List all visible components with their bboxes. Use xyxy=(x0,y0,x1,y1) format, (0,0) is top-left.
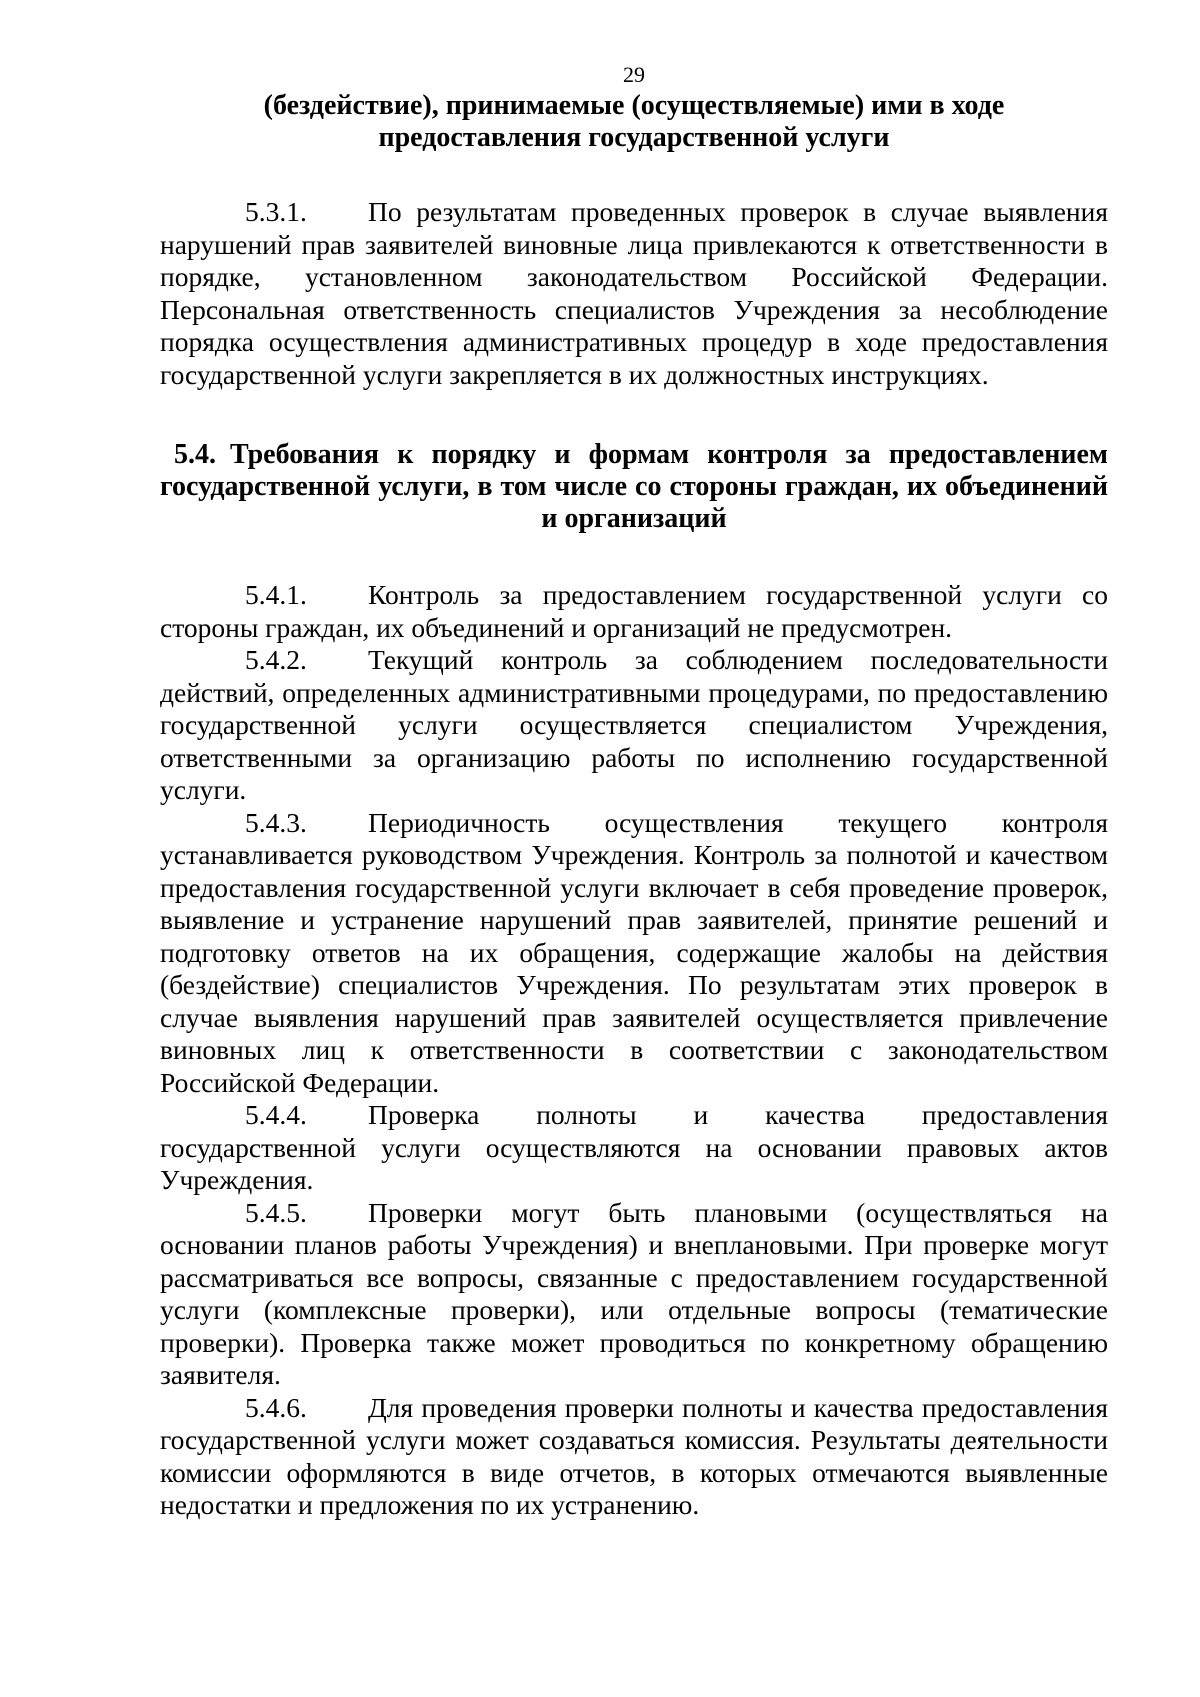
paragraph-text: Периодичность осуществления текущего контроля устанавливается руководством Учреждения. Контроль за полнотой и качеством предоставления государственной услуги включает в себя проведение проверок, выявление и устранение нарушений прав заявителей, принятие решений и подготовку ответов на их обращения, содержащие жалобы на действия (бездействие) специалистов Учреждения. По результатам этих проверок в случае выявления нарушений прав заявителей осуществляется привлечение виновных лиц к ответственности в соответствии с законодательством Российской Федерации. xyxy=(160,806,1108,1098)
paragraph-number: 5.4.1. xyxy=(245,579,307,610)
paragraph-number: 5.4.2. xyxy=(245,644,307,675)
continued-heading: (бездействие), принимаемые (осуществляемые) ими в ходе предоставления государственной услуги xyxy=(263,90,1005,153)
paragraph-number: 5.4.3. xyxy=(245,806,307,838)
page-number: 29 xyxy=(623,62,645,87)
paragraph-number: 5.4.6. xyxy=(245,1391,307,1423)
paragraph-number: 5.3.1. xyxy=(245,196,307,227)
paragraph-5-4-3 xyxy=(160,807,1108,1100)
paragraph-5-4-5 xyxy=(160,1197,1108,1392)
paragraph-5-4-4 xyxy=(160,1099,1108,1197)
section-heading-5-4 xyxy=(160,439,1108,535)
paragraph-text: Текущий контроль за соблюдением последовательности действий, определенных административными процедурами, по предоставлению государственной услуги осуществляется специалистом Учреждения, ответственными за организацию работы по исполнению государственной услуги. xyxy=(160,644,1108,805)
paragraph-text: Для проведения проверки полноты и качества предоставления государственной услуги может создаваться комиссия. Результаты деятельности комиссии оформляются в виде отчетов, в которых отмечаются выявленные недостатки и предложения по их устранению. xyxy=(160,1391,1108,1520)
paragraph-text: Контроль за предоставлением государственной услуги со стороны граждан, их объединений и организаций не предусмотрен. xyxy=(160,579,1108,643)
paragraph-5-4-6 xyxy=(160,1392,1108,1522)
paragraph-5-4-2 xyxy=(160,644,1108,807)
paragraph-number: 5.4.4. xyxy=(245,1099,307,1130)
paragraph-text: Проверка полноты и качества предоставления государственной услуги осуществляются на основании правовых актов Учреждения. xyxy=(160,1099,1108,1195)
section-title: Требования к порядку и формам контроля за предоставлением государственной услуги, в том числе со стороны граждан, их объединений и организаций xyxy=(160,439,1108,534)
paragraph-text: По результатам проведенных проверок в случае выявления нарушений прав заявителей виновные лица привлекаются к ответственности в порядке, установленном законодательством Российской Федерации. Персональная ответственность специалистов Учреждения за несоблюдение порядка осуществления административных процедур в ходе предоставления государственной услуги закрепляется в их должностных инструкциях. xyxy=(160,196,1108,390)
paragraph-text: Проверки могут быть плановыми (осуществляться на основании планов работы Учреждения) и внеплановыми. При проверке могут рассматриваться все вопросы, связанные с предоставлением государственной услуги (комплексные проверки), или отдельные вопросы (тематические проверки). Проверка также может проводиться по конкретному обращению заявителя. xyxy=(160,1196,1108,1390)
paragraph-number: 5.4.5. xyxy=(245,1196,307,1228)
section-number: 5.4. xyxy=(174,439,216,470)
document-page xyxy=(160,62,1108,1522)
paragraph-5-3-1 xyxy=(160,196,1108,391)
paragraph-5-4-1 xyxy=(160,579,1108,644)
